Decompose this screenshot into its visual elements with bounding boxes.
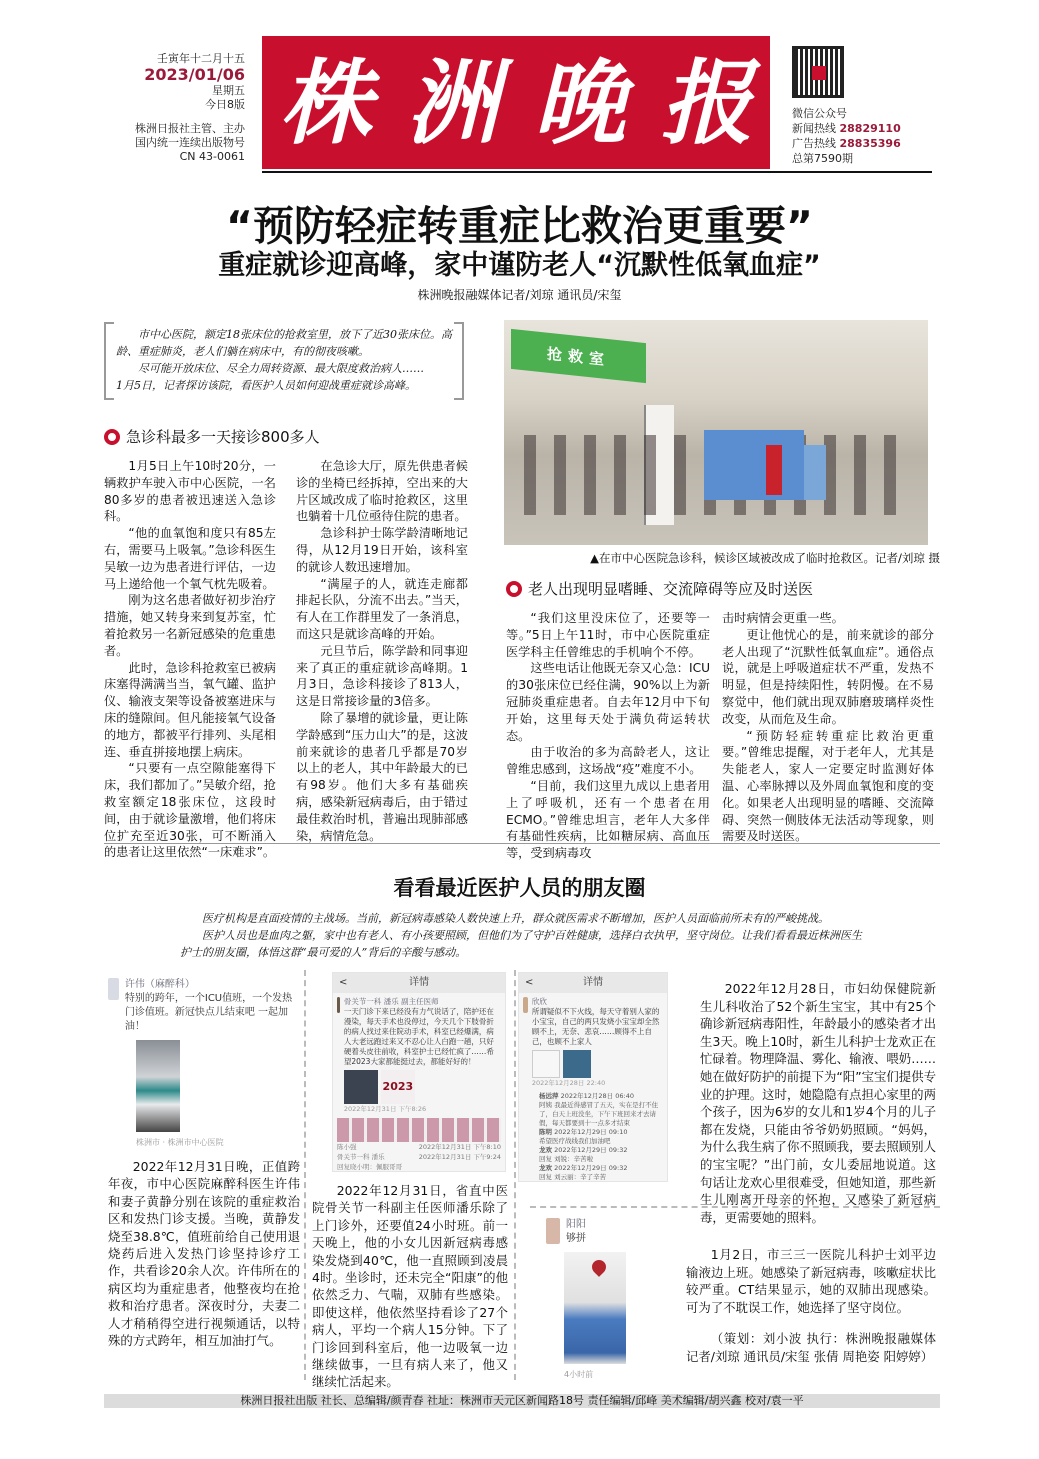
circle-bullet-icon xyxy=(506,581,522,597)
section-title: 老人出现明显嗜睡、交流障碍等应及时送医 xyxy=(528,580,814,598)
post-author: 阳阳 xyxy=(566,1219,586,1230)
post-author: 骨关节一科 潘乐 副主任医师 xyxy=(343,997,439,1006)
ad-hotline-label: 广告热线 xyxy=(792,137,836,150)
moments-post-1[interactable] xyxy=(108,978,298,1150)
intro-paragraph: 医护人员也是血肉之躯，家中也有老人、有小孩要照顾，但他们为了守护百姓健康，选择白衣执甲，坚守岗位。让我们看看最近株洲医生护士的朋友圈，体悟这群“最可爱的人”背后的辛酸与感动。 xyxy=(180,929,862,959)
comment-time: 2022年12月31日 下午9:24 xyxy=(418,1153,501,1161)
comment-time: 2022年12月29日 09:32 xyxy=(554,1164,628,1172)
heart-icon xyxy=(589,1257,609,1277)
column-separator xyxy=(304,970,306,1380)
intro-paragraph: 尽可能开放床位、尽全力周转资源、最大限度救治病人…… xyxy=(138,362,424,375)
comment xyxy=(539,1164,663,1182)
masthead-rule xyxy=(262,171,932,173)
section-divider xyxy=(104,843,940,844)
story-3 xyxy=(700,980,936,1226)
comment xyxy=(539,1092,663,1128)
lunar-date: 壬寅年十二月十五 xyxy=(157,52,245,65)
newspaper-logo xyxy=(262,36,770,169)
article-column-1 xyxy=(104,458,276,861)
photo-caption: ▲在市中心医院急诊科，候诊区域被改成了临时抢救区。记者/刘琼 摄 xyxy=(590,551,940,565)
weekday: 星期五 xyxy=(212,84,245,97)
section-heading-2 xyxy=(506,578,813,599)
photo-sign: 抢救室 xyxy=(511,329,646,383)
article-column-4 xyxy=(722,610,934,845)
post-author: 许伟（麻醉科） xyxy=(124,979,195,990)
moments-post-4[interactable] xyxy=(546,1218,666,1382)
subheadline: 重症就诊迎高峰，家中谨防老人“沉默性低氧血症” xyxy=(218,250,821,281)
paragraph: “目前，我们这里九成以上患者用上了呼吸机，还有一个患者在用ECMO。”曾维忠坦言，老年人大多伴有基础性疾病，比如糖尿病、高血压等，受到病毒攻 xyxy=(506,778,710,861)
post-text: 一天门诊下来已经没有力气说话了，陪护还在漫染，每天手术也没停过，今天几个下肢骨折的病人找过来住院动手术，科室已经爆满，病人大老远跑过来又不忍心让人白跑一趟，只好硬着头皮往前收，科室护士已经忙疯了……希望2023大家都能挺过去，都能好好的！ xyxy=(343,1007,494,1066)
paragraph: “我们这里没床位了，还要等一等。”5日上午11时，市中心医院重症医学科主任曾维忠的手机响个不停。 xyxy=(506,611,710,659)
intro-paragraph: 医疗机构是直面疫情的主战场。当前，新冠病毒感染人数快速上升，群众就医需求不断增加，医护人员面临前所未有的严峻挑战。 xyxy=(202,912,829,925)
logo-char: 报 xyxy=(660,48,753,157)
article-column-3 xyxy=(506,610,710,862)
paragraph: “满屋子的人，就连走廊都排起长队，分流不出去。”当天，有人在工作群里发了一条消息，而这只是就诊高峰的开始。 xyxy=(296,576,468,641)
post-author: 欣欣 xyxy=(531,997,547,1006)
paragraph: 急诊科护士陈学龄清晰地记得，从12月19日开始，该科室的就诊人数迅速增加。 xyxy=(296,526,468,574)
comment-author: 陈小强 xyxy=(337,1143,357,1151)
article-column-2 xyxy=(296,458,468,844)
friends-section-title: 看看最近医护人员的朋友圈 xyxy=(393,876,646,900)
comment-author: 龙欢 xyxy=(539,1164,552,1172)
post-image[interactable] xyxy=(344,1070,378,1104)
post-time: 4小时前 xyxy=(564,1370,594,1379)
avatar xyxy=(523,997,528,1013)
post-time: 2022年12月31日 下午8:26 xyxy=(343,1105,427,1113)
post-location: 株洲市 · 株洲市中心医院 xyxy=(136,1138,224,1147)
publisher-line-2: 国内统一连续出版物号 xyxy=(135,136,245,149)
comment-text: 回复晓小明：佩服哥哥 xyxy=(337,1163,402,1171)
cn-number: CN 43-0061 xyxy=(179,150,245,163)
likes-avatars xyxy=(337,1118,501,1142)
paragraph: “预防轻症转重症比救治更重要。”曾维忠提醒，对于老年人，尤其是失能老人，家人一定要定时监测好体温、心率脉搏以及外周血氧饱和度的变化。如果老人出现明显的嗜睡、交流障碍、突然一侧肢体无法活动等现象，则需要及时送医。 xyxy=(722,728,934,844)
paragraph: 1月2日，市三三一医院儿科护士刘平边输液边上班。她感染了新冠病毒，咳嗽症状比较严重。CT结果显示，她的双肺出现感染。可为了不耽误工作，她选择了坚守岗位。 xyxy=(686,1247,936,1315)
post-text: 特别的跨年，一个ICU值班，一个发热门诊值班。新冠快点儿结束吧 一起加油！ xyxy=(124,993,293,1032)
video-call-screenshot[interactable] xyxy=(136,1040,180,1132)
paragraph: “只要有一点空隙能塞得下床，我们都加了。”吴敏介绍，抢救室额定18张床位，这段时间，由于就诊量激增，他们将床位扩充至近30张，可不断涌入的患者让这里依然“一床难求”。 xyxy=(104,761,276,860)
post-image[interactable] xyxy=(532,1050,560,1078)
publisher-line-1: 株洲日报社主管、主办 xyxy=(135,122,245,135)
screenshot-header: 详情 xyxy=(583,977,603,988)
paragraph: 击时病情会更重一些。 xyxy=(722,611,844,625)
avatar xyxy=(337,997,340,1013)
masthead-date-block xyxy=(120,52,245,164)
page-footer: 株洲日报社出版 社长、总编辑/颜青春 社址：株洲市天元区新闻路18号 责任编辑/邱峰 美术编辑/胡兴鑫 校对/袁一平 xyxy=(104,1394,940,1408)
nurse-photo[interactable] xyxy=(564,1252,626,1364)
headline: “预防轻症转重症比救治更重要” xyxy=(226,202,813,250)
comment-author: 杨远萍 xyxy=(539,1092,559,1100)
ad-hotline: 28835396 xyxy=(839,137,901,150)
credits: （策划：刘小波 执行：株洲晚报融媒体记者/刘琼 通讯员/宋玺 张倩 周艳姿 阳婷婷） xyxy=(686,1331,936,1364)
comment-time: 2022年12月28日 06:40 xyxy=(560,1092,634,1100)
wechat-label: 微信公众号 xyxy=(792,107,847,120)
logo-char: 洲 xyxy=(406,48,499,157)
paragraph: 这些电话让他既无奈又心急：ICU的30张床位已经住满，90%以上为新冠肺炎重症患者。自去年12月中下旬开始，这里每天处于满负荷运转状态。 xyxy=(506,661,710,743)
comment-text: 阿姨 我最近得感冒了五天，实在是打不住了，白天上班没坐，下午下班回来才去请假，每天都要到十一点多才结束 xyxy=(539,1101,659,1127)
intro-paragraph: 1月5日，记者探访该院，看医护人员如何迎战重症就诊高峰。 xyxy=(116,379,416,392)
emergency-room-photo[interactable] xyxy=(504,320,928,545)
comment-author: 骨关节一科 潘乐 xyxy=(337,1153,385,1161)
post-image[interactable] xyxy=(563,1050,591,1078)
page-count: 今日8版 xyxy=(205,98,245,111)
paragraph: 除了暴增的就诊量，更让陈学龄感到“压力山大”的是，这波前来就诊的患者几乎都是70岁以上的老人，其中年龄最大的已有98岁。他们大多有基础疾病，感染新冠病毒后，由于错过最佳救治时机，普遍出现肺部感染，病情危急。 xyxy=(296,710,468,843)
paragraph: 2022年12月28日，市妇幼保健院新生儿科收治了52个新生宝宝，其中有25个确诊新冠病毒阳性，年龄最小的感染者才出生3天。晚上10时，新生儿科护士龙欢正在忙碌着。物理降温、雾化、输液、喂奶……她在做好防护的前提下为“阳”宝宝们提供专业的护理。这时，她隐隐有点担心家里的两个孩子，因为6岁的女儿和1岁4个月的儿子都在发烧，只能由爷爷奶奶照顾。“妈妈，为什么我生病了你不照顾我，要去照顾别人的宝宝呢？”出门前，女儿委屈地说道。这句话让龙欢心里很难受，但她知道，那些新生儿刚离开母亲的怀抱，又感染了新冠病毒，更需要她的照料。 xyxy=(700,981,936,1225)
logo-char: 晚 xyxy=(533,48,626,157)
story-1 xyxy=(108,1158,300,1349)
paragraph: 此时，急诊科抢救室已被病床塞得满满当当，氧气罐、监护仪、输液支架等设备被塞进床与床的缝隙间。但凡能接氧气设备的地方，都被平行排列、头尾相连、垂直拼接地摆上病床。 xyxy=(104,660,276,759)
issue-number: 总第7590期 xyxy=(792,152,853,165)
column-separator xyxy=(514,970,516,1380)
photo-figure xyxy=(804,445,826,500)
screenshot-header: 详情 xyxy=(409,977,429,988)
paragraph: 在急诊大厅，原先供患者候诊的坐椅已经拆掉，空出来的大片区域改成了临时抢救区，这里也躺着十几位亟待住院的患者。 xyxy=(296,459,468,524)
post-image-2023[interactable]: 2023 xyxy=(381,1070,415,1104)
masthead-contact-block xyxy=(792,106,901,166)
back-icon[interactable]: < xyxy=(525,977,534,988)
paragraph: 由于收治的多为高龄老人，这让曾维忠感到，这场战“疫”难度不小。 xyxy=(506,745,710,777)
section-title: 急诊科最多一天接诊800多人 xyxy=(126,428,320,446)
comment xyxy=(539,1146,663,1164)
paragraph: 更让他忧心的是，前来就诊的部分老人出现了“沉默性低氧血症”。通俗点说，就是上呼吸道症状不严重，发热不明显，但是持续阳性，转阴慢。在不易察觉中，他们就出现双肺磨玻璃样炎性改变，从而危及生命。 xyxy=(722,627,934,726)
photo-curtain xyxy=(704,430,804,500)
circle-bullet-icon xyxy=(104,429,120,445)
qr-code-icon[interactable] xyxy=(792,46,844,98)
article-intro xyxy=(104,322,464,400)
logo-char: 株 xyxy=(279,48,372,157)
paragraph: “他的血氧饱和度只有85左右，需要马上吸氧。”急诊科医生吴敏一边为患者进行评估，一边马上递给他一个氧气枕先吸着。 xyxy=(104,526,276,591)
comment xyxy=(539,1128,663,1146)
photo-figure xyxy=(766,445,782,495)
issue-date: 2023/01/06 xyxy=(144,65,245,84)
comment-time: 2022年12月29日 09:10 xyxy=(554,1128,628,1136)
comment-text: 回复 刘云丽：辛了辛苦 xyxy=(539,1173,607,1181)
back-icon[interactable]: < xyxy=(339,977,348,988)
paragraph: 1月5日上午10时20分，一辆救护车驶入市中心医院，一名80多岁的患者被迅速送入急诊科。 xyxy=(104,459,276,524)
paragraph: 刚为这名患者做好初步治疗措施，她又转身来到复苏室，忙着抢救另一名新冠感染的危重患者。 xyxy=(104,593,276,658)
paragraph: 2022年12月31日，省直中医院骨关节一科副主任医师潘乐除了上门诊外，还要值24小时班。前一天晚上，他的小女儿因新冠病毒感染发烧到40℃，他一直照顾到凌晨4时。坐诊时，还未完全“阳康”的他依然乏力、气喘，双肺有些感染。即使这样，他依然坚持看诊了27个病人，平均一个病人15分钟。下了门诊回到科室后，他一边吸氧一边继续做事，一旦有病人来了，他又继续忙活起来。 xyxy=(312,1183,508,1390)
news-hotline-label: 新闻热线 xyxy=(792,122,836,135)
paragraph: 元旦节后，陈学龄和同事迎来了真正的重症就诊高峰期。1月3日，急诊科接诊了813人，这是日常接诊量的3倍多。 xyxy=(296,643,468,709)
moments-screenshot-3[interactable] xyxy=(518,972,668,1182)
comment-time: 2022年12月29日 09:32 xyxy=(554,1146,628,1154)
intro-paragraph: 市中心医院，额定18张床位的抢救室里，放下了近30张床位。高龄、重症肺炎，老人们躺在病床中，有的彻夜咳嗽。 xyxy=(116,328,452,358)
story-4 xyxy=(686,1246,936,1366)
post-time: 2022年12月28日 22:40 xyxy=(531,1079,606,1087)
section-heading-1 xyxy=(104,426,320,447)
friends-intro xyxy=(180,910,870,961)
post-text: 够拼 xyxy=(566,1233,586,1244)
comment-author: 陈明 xyxy=(539,1128,552,1136)
comment-time: 2022年12月31日 下午8:10 xyxy=(418,1143,501,1151)
avatar xyxy=(108,978,119,1000)
news-hotline: 28829110 xyxy=(839,122,901,135)
moments-screenshot-2[interactable] xyxy=(332,972,506,1172)
post-text: 所谓疑似不下火线，每天守着别人家的小宝宝，自己的两只发烧小宝宝却全然顾不上，无奈、悲哀……顾得不上自己，也顾不上家人 xyxy=(531,1007,660,1046)
comment-text: 希望医疗战线我们加油吧 xyxy=(539,1137,611,1145)
avatar xyxy=(546,1218,560,1244)
story-2 xyxy=(312,1182,508,1391)
paragraph: 2022年12月31日晚，正值跨年夜，市中心医院麻醉科医生许伟和妻子黄静分别在该院的重症救治区和发热门诊支援。当晚，黄静发烧至38.8℃，值班前给自己使用退烧药后进入发热门诊坚持诊疗工作，共看诊20余人次。许伟所在的病区均为重症患者，他整夜均在抢救和治疗患者。深夜时分，夫妻二人才稍稍得空进行视频通话，以特殊的方式跨年，相互加油打气。 xyxy=(108,1159,300,1349)
comment-author: 龙欢 xyxy=(539,1146,552,1154)
comment-text: 回复 刘锐：辛苦啦 xyxy=(539,1155,594,1163)
byline: 株洲晚报融媒体记者/刘琼 通讯员/宋玺 xyxy=(417,288,622,302)
